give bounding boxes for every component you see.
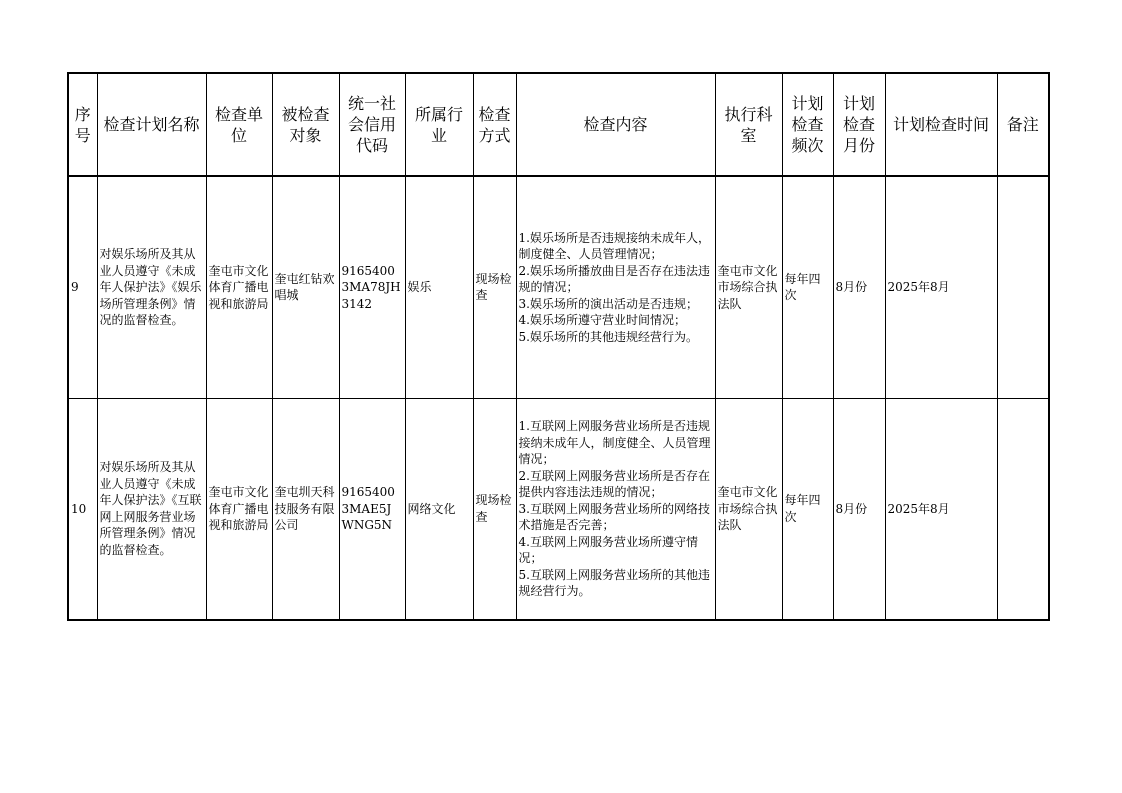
row-time: 2025年8月 xyxy=(885,398,997,620)
header-industry: 所属行业 xyxy=(405,73,473,176)
header-seq: 序号 xyxy=(68,73,97,176)
content-item: 1.互联网上网服务营业场所是否违规接纳未成年人，制度健全、人员管理情况； xyxy=(518,419,711,466)
row-remark xyxy=(997,398,1049,620)
header-frequency: 计划检查频次 xyxy=(782,73,833,176)
content-item: 4.娱乐场所遵守营业时间情况； xyxy=(518,313,686,327)
row-target: 奎屯圳天科技服务有限公司 xyxy=(272,398,339,620)
header-credit-code: 统一社会信用代码 xyxy=(339,73,405,176)
content-item: 3.娱乐场所的演出活动是否违规； xyxy=(518,296,698,311)
row-target: 奎屯红钻欢唱城 xyxy=(272,176,339,398)
row-method: 现场检查 xyxy=(473,398,516,620)
content-item: 3.互联网上网服务营业场所的网络技术措施是否完善； xyxy=(518,501,710,532)
row-credit-code: 91654003MA78JH3142 xyxy=(339,176,405,398)
row-time: 2025年8月 xyxy=(885,176,997,398)
content-item: 5.娱乐场所的其他违规经营行为。 xyxy=(518,329,698,344)
row-industry: 网络文化 xyxy=(405,398,473,620)
content-item: 1.娱乐场所是否违规接纳未成年人，制度健全、人员管理情况； xyxy=(518,230,710,261)
table-row xyxy=(68,398,1049,620)
content-item: 4.互联网上网服务营业场所遵守情况； xyxy=(518,534,698,565)
header-plan-name: 检查计划名称 xyxy=(97,73,206,176)
row-department: 奎屯市文化市场综合执法队 xyxy=(715,398,782,620)
header-method: 检查方式 xyxy=(473,73,516,176)
row-seq: 9 xyxy=(68,176,97,398)
header-content: 检查内容 xyxy=(516,73,715,176)
content-item: 2.互联网上网服务营业场所是否存在提供内容违法违规的情况； xyxy=(518,468,710,499)
row-content xyxy=(516,398,715,620)
row-method: 现场检查 xyxy=(473,176,516,398)
row-frequency: 每年四次 xyxy=(782,398,833,620)
header-time: 计划检查时间 xyxy=(885,73,997,176)
row-content xyxy=(516,176,715,398)
inspection-plan-table xyxy=(67,72,1050,621)
header-remark: 备注 xyxy=(997,73,1049,176)
table-row xyxy=(68,176,1049,398)
row-credit-code: 91654003MAE5JWNG5N xyxy=(339,398,405,620)
row-industry: 娱乐 xyxy=(405,176,473,398)
header-unit: 检查单位 xyxy=(206,73,272,176)
row-month: 8月份 xyxy=(833,176,885,398)
row-frequency: 每年四次 xyxy=(782,176,833,398)
header-row xyxy=(68,73,1049,176)
row-month: 8月份 xyxy=(833,398,885,620)
header-target: 被检查对象 xyxy=(272,73,339,176)
content-item: 2.娱乐场所播放曲目是否存在违法违规的情况； xyxy=(518,263,710,294)
row-remark xyxy=(997,176,1049,398)
content-item: 5.互联网上网服务营业场所的其他违规经营行为。 xyxy=(518,567,710,598)
row-unit: 奎屯市文化体育广播电视和旅游局 xyxy=(206,176,272,398)
row-unit: 奎屯市文化体育广播电视和旅游局 xyxy=(206,398,272,620)
row-seq: 10 xyxy=(68,398,97,620)
header-month: 计划检查月份 xyxy=(833,73,885,176)
row-department: 奎屯市文化市场综合执法队 xyxy=(715,176,782,398)
row-plan-name: 对娱乐场所及其从业人员遵守《未成年人保护法》《互联网上网服务营业场所管理条例》情况的监督检查。 xyxy=(97,398,206,620)
row-plan-name: 对娱乐场所及其从业人员遵守《未成年人保护法》《娱乐场所管理条例》情况的监督检查。 xyxy=(97,176,206,398)
header-department: 执行科室 xyxy=(715,73,782,176)
